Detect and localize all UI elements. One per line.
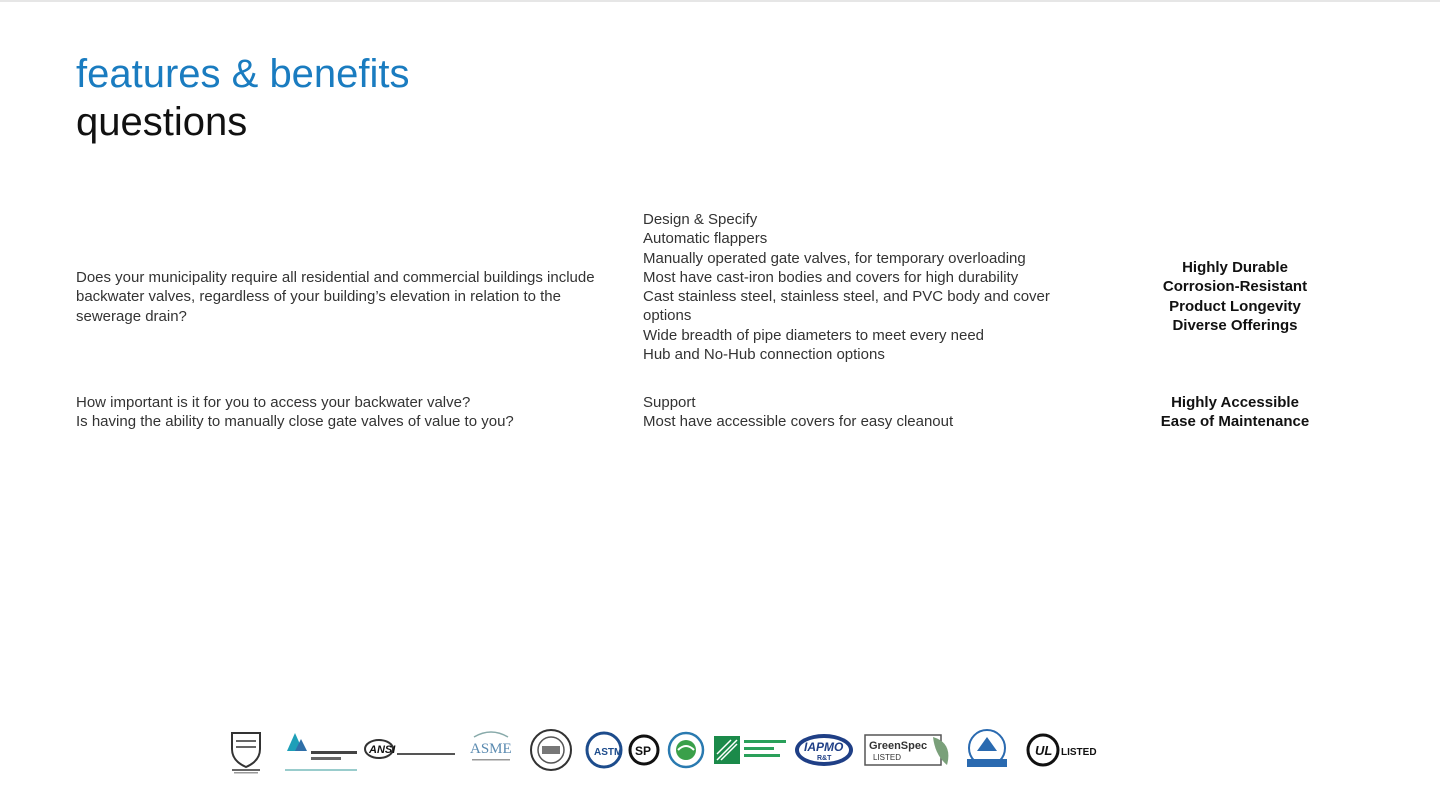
- top-rule: [0, 0, 1440, 2]
- feature-line: Wide breadth of pipe diameters to meet every need: [643, 326, 985, 344]
- ul-listed-label: LISTED: [1061, 747, 1097, 758]
- greenspec-logo-icon: [862, 722, 958, 778]
- awwa-logo-icon: [280, 722, 362, 778]
- greenspec-label: GreenSpec: [869, 740, 928, 752]
- feature-line: Support: [643, 394, 696, 411]
- asme-logo-icon: [464, 722, 518, 778]
- csa-logo-icon: [624, 722, 664, 778]
- question-line: Is having the ability to manually close gate valves of value to you?: [76, 413, 514, 431]
- iapmo-logo-icon: [792, 722, 856, 778]
- row2-benefits: [1130, 393, 1340, 432]
- title-line-2: questions: [76, 100, 248, 144]
- row1-question: [76, 268, 636, 326]
- benefit-line: Highly Accessible: [1171, 394, 1299, 411]
- astm-label: ASTM: [594, 747, 623, 758]
- csa-label: SP: [635, 744, 652, 758]
- certification-logos: [220, 722, 1100, 778]
- question-line: sewerage drain?: [76, 307, 187, 325]
- greenspec-sub-label: LISTED: [873, 753, 902, 762]
- shield-logo-icon: [226, 722, 266, 778]
- ul-label: UL: [1035, 743, 1053, 758]
- icc-logo-icon: [710, 722, 792, 778]
- benefit-line: Ease of Maintenance: [1160, 413, 1310, 431]
- feature-line: options: [643, 307, 692, 325]
- asme-label: ASME: [470, 741, 512, 757]
- asse-seal-icon: [528, 722, 574, 778]
- iapmo-sub-label: R&T: [817, 755, 832, 762]
- benefit-line: Product Longevity: [1169, 297, 1301, 315]
- question-line: backwater valves, regardless of your building’s elevation in relation to the: [76, 288, 561, 306]
- row1-features: [643, 210, 1113, 364]
- feature-line: Cast stainless steel, stainless steel, and PVC body and cover: [643, 288, 1050, 306]
- ul-listed-logo-icon: [1024, 722, 1100, 778]
- question-line: Does your municipality require all residential and commercial buildings include: [76, 269, 595, 286]
- feature-line: Hub and No-Hub connection options: [643, 346, 885, 364]
- feature-line: Manually operated gate valves, for temporary overloading: [643, 249, 1026, 267]
- row1-benefits: [1130, 258, 1340, 335]
- benefit-line: Corrosion-Resistant: [1162, 278, 1308, 296]
- iapmo-label: IAPMO: [804, 740, 844, 754]
- row2-features: [643, 393, 1113, 432]
- epa-seal-icon: [664, 722, 708, 778]
- title-line-1: features & benefits: [76, 52, 410, 96]
- astm-logo-icon: [584, 722, 624, 778]
- feature-line: Design & Specify: [643, 211, 758, 228]
- feature-line: Automatic flappers: [643, 230, 768, 248]
- ansi-logo-icon: [362, 722, 460, 778]
- slide-title: [76, 50, 410, 146]
- feature-line: Most have accessible covers for easy cleanout: [643, 413, 954, 431]
- ansi-label: ANSI: [369, 744, 396, 756]
- question-line: How important is it for you to access your backwater valve?: [76, 394, 471, 411]
- benefit-line: Highly Durable: [1182, 259, 1288, 276]
- feature-line: Most have cast-iron bodies and covers for high durability: [643, 268, 1019, 286]
- row2-question: [76, 393, 636, 432]
- nsf-ansi-seal-icon: [960, 722, 1014, 778]
- benefit-line: Diverse Offerings: [1172, 316, 1298, 334]
